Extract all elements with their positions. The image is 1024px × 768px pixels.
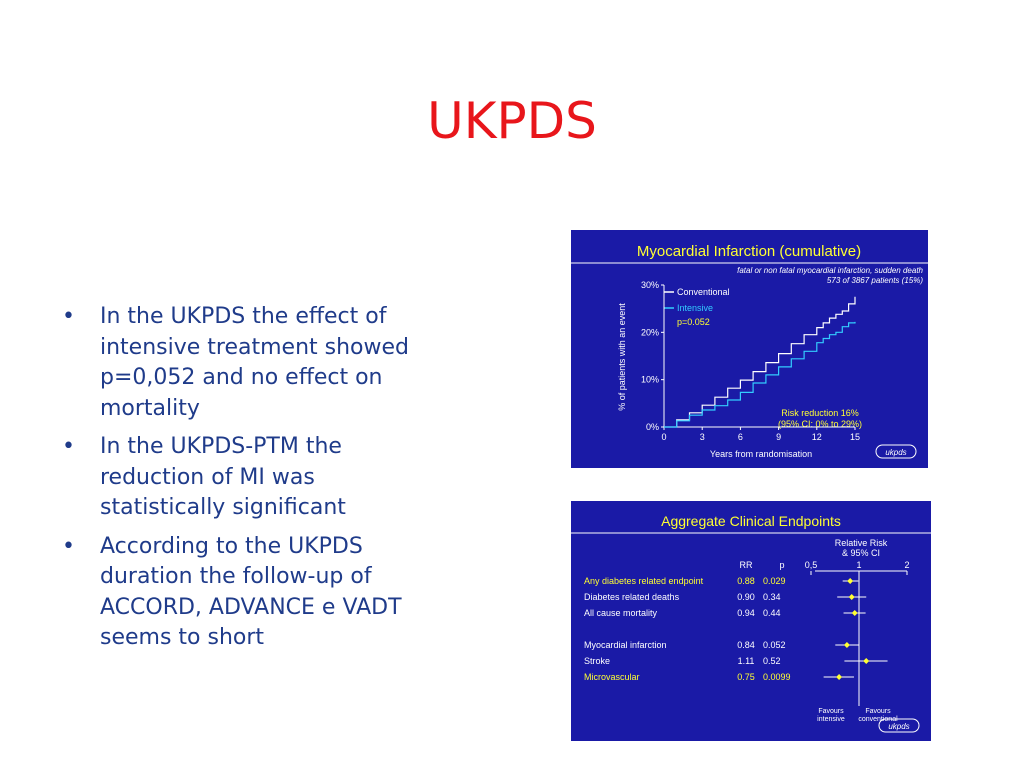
rr-column-header: RR <box>739 560 753 570</box>
endpoints-chart-panel <box>571 501 931 741</box>
forest-axis-tick-label: 2 <box>904 560 910 570</box>
endpoints-chart-title: Aggregate Clinical Endpoints <box>661 513 841 529</box>
rr-value: 0.94 <box>737 608 755 618</box>
risk-reduction-ci-annotation: (95% CI: 0% to 29%) <box>777 419 863 429</box>
rr-value: 0.88 <box>737 576 755 586</box>
endpoint-label: Diabetes related deaths <box>584 592 680 602</box>
risk-reduction-annotation: Risk reduction 16% <box>781 408 859 418</box>
relative-risk-header: Relative Risk <box>834 538 888 548</box>
mi-x-tick-label: 12 <box>811 432 822 442</box>
rr-value: 0.90 <box>737 592 755 602</box>
endpoints-chart <box>571 501 931 741</box>
forest-axis-tick-label: 1 <box>856 560 862 570</box>
rr-point-marker <box>844 642 850 648</box>
rr-value: 1.11 <box>737 656 755 666</box>
legend-label-conventional: Conventional <box>677 287 730 297</box>
endpoint-label: Stroke <box>584 656 611 666</box>
p-value: 0.0099 <box>763 672 791 682</box>
bullet-dot-icon: • <box>62 533 75 559</box>
endpoint-label: Microvascular <box>584 672 640 682</box>
bullet-text: In the UKPDS the effect of intensive treatment showed p=0,052 and no effect on mortality <box>100 304 409 421</box>
rr-point-marker <box>852 610 858 616</box>
rr-point-marker <box>847 578 853 584</box>
endpoint-label: Myocardial infarction <box>584 640 667 650</box>
favours-intensive-label: Favours <box>818 708 844 715</box>
mi-y-tick-label: 0% <box>645 422 659 432</box>
mi-y-axis-label: % of patients with an event <box>617 303 627 411</box>
forest-axis-tick-label: 0,5 <box>804 560 818 570</box>
bullet-dot-icon: • <box>62 304 75 329</box>
mi-x-axis-label: Years from randomisation <box>709 449 813 459</box>
p-column-header: p <box>779 560 785 570</box>
mi-y-tick-label: 30% <box>640 280 659 290</box>
mi-subtitle-line: 573 of 3867 patients (15%) <box>826 276 923 285</box>
ukpds-logo-text: ukpds <box>885 448 907 457</box>
p-value: 0.052 <box>763 640 786 650</box>
rr-point-marker <box>849 594 855 600</box>
mi-x-tick-label: 9 <box>776 432 782 442</box>
mi-x-tick-label: 15 <box>849 432 861 442</box>
ukpds-logo-text: ukpds <box>888 722 910 731</box>
p-value: 0.44 <box>763 608 781 618</box>
mi-y-tick-label: 20% <box>640 327 659 338</box>
bullet-list <box>58 302 438 662</box>
bullet-text: In the UKPDS-PTM the reduction of MI was statistically significant <box>100 434 346 520</box>
mi-chart-title: Myocardial Infarction (cumulative) <box>636 243 862 260</box>
favours-conventional-label: Favours <box>865 708 891 715</box>
rr-value: 0.84 <box>737 640 755 650</box>
relative-risk-header: & 95% CI <box>841 548 881 558</box>
forest-plot-area <box>584 560 910 706</box>
p-value-label: p=0.052 <box>677 317 710 327</box>
bullet-text: According to the UKPDS duration the follow-up of ACCORD, ADVANCE e VADT seems to short <box>100 533 402 650</box>
endpoint-label: Any diabetes related endpoint <box>584 576 704 586</box>
mi-y-tick-label: 10% <box>640 374 659 385</box>
rr-point-marker <box>863 658 869 664</box>
p-value: 0.029 <box>763 576 786 586</box>
mi-chart-panel <box>571 230 928 468</box>
rr-value: 0.75 <box>737 672 755 682</box>
mi-x-tick-label: 6 <box>737 432 743 442</box>
slide-title: UKPDS <box>427 92 597 150</box>
endpoint-label: All cause mortality <box>584 608 658 618</box>
bullet-item <box>58 532 438 654</box>
favours-conventional-label: conventional <box>858 716 898 723</box>
rr-point-marker <box>836 674 842 680</box>
bullet-item <box>58 302 438 424</box>
p-value: 0.52 <box>763 656 781 666</box>
legend-label-intensive: Intensive <box>677 303 714 313</box>
favours-intensive-label: intensive <box>817 716 845 723</box>
mi-subtitle-line: fatal or non fatal myocardial infarction, sudden death <box>737 266 923 275</box>
mi-x-tick-label: 3 <box>699 432 705 442</box>
mi-x-tick-label: 0 <box>661 432 667 442</box>
mi-chart <box>571 230 928 468</box>
bullet-dot-icon: • <box>62 434 75 459</box>
p-value: 0.34 <box>763 592 781 602</box>
bullet-item <box>58 432 438 524</box>
